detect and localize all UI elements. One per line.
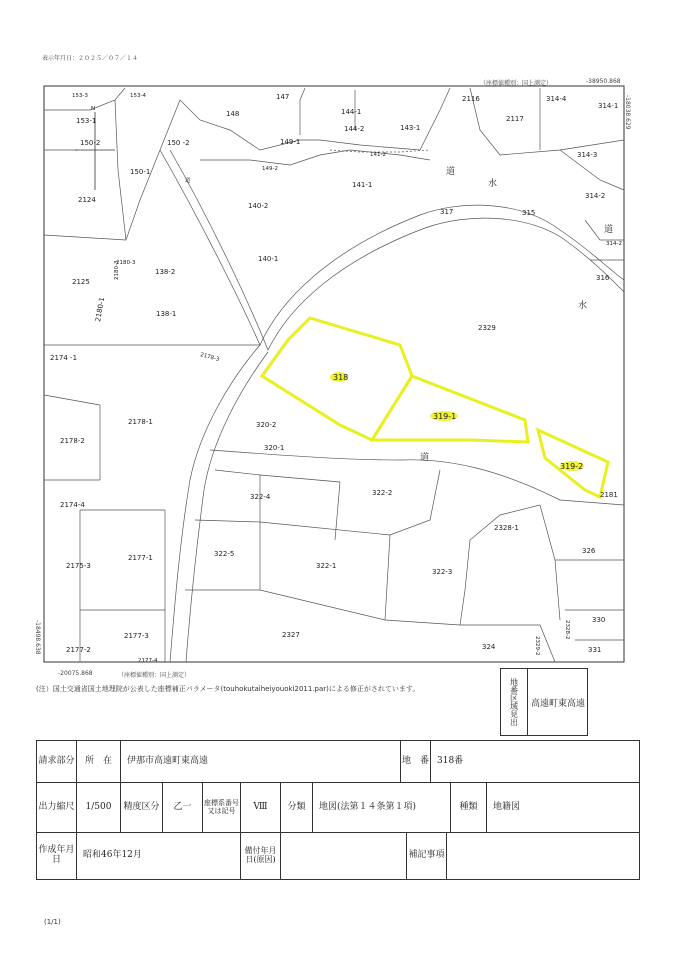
parcel-label: 147 (276, 93, 290, 101)
parcel-label: 150-2 (80, 139, 101, 147)
info-row-details (37, 783, 639, 833)
parcel-label: 2125 (72, 278, 90, 286)
parcel-label: 317 (440, 208, 454, 216)
coord-sys-value: Ⅷ (241, 783, 281, 832)
parcel-label: 153-1 (76, 117, 97, 125)
coord-bottom-left: -20075.868 (58, 670, 93, 677)
precision-value: 乙一 (163, 783, 203, 832)
parcel-label: 314-2 (585, 192, 606, 200)
highlighted-lots (262, 318, 608, 497)
parcel-label: 314-4 (546, 95, 567, 103)
remarks-value (447, 833, 639, 879)
type-value: 地籍図 (493, 801, 521, 812)
district-value: 高遠町東高遠 (530, 698, 585, 709)
parcel-label: 322-3 (432, 568, 453, 576)
created-value: 昭和46年12月 (77, 833, 241, 879)
location-label: 所 在 (77, 741, 121, 782)
location-value: 伊那市高遠町東高遠 (121, 741, 401, 782)
parcel-label: 2328-1 (494, 524, 519, 532)
request-label: 請求部分 (37, 741, 77, 782)
water-label: 水 (578, 301, 588, 311)
lot-value: 318番 (437, 755, 464, 766)
parcel-label: 2329 (478, 324, 496, 332)
remarks-label: 補記事項 (407, 833, 447, 879)
parcel-label: 143-1 (400, 124, 421, 132)
parcel-label-319-1: 319-1 (433, 412, 457, 421)
parcel-label: 2174-4 (60, 501, 85, 509)
parcel-label: 322-5 (214, 550, 235, 558)
parcel-label: 324 (482, 643, 496, 651)
coord-sys-label: 座標系番号又は記号 (203, 783, 241, 832)
parcel-label: 2180-3 (116, 260, 136, 266)
coord-top-right: -38950.868 (586, 78, 621, 85)
water-label: 水 (488, 179, 498, 189)
parcel-label: 316 (596, 274, 610, 282)
road-label: 道 (604, 225, 614, 235)
parcel-label: 2175-3 (66, 562, 91, 570)
parcel-label-319-2: 319-2 (560, 462, 584, 471)
parcel-label: 144-2 (344, 125, 365, 133)
scale-value: 1/500 (77, 783, 121, 832)
parcel-label: 2178-2 (60, 437, 85, 445)
parcel-label: 2124 (78, 196, 96, 204)
parcel-label: 2180-3 (114, 260, 120, 280)
parcel-label: 150 -2 (167, 139, 190, 147)
coord-system-top: （座標値種別：国上測定） (480, 80, 553, 87)
parcel-label: 140-2 (248, 202, 269, 210)
parcel-labels (50, 93, 622, 664)
parcel-label: 314-2 (606, 241, 622, 247)
north-label: N (91, 106, 96, 112)
type-label: 種類 (451, 783, 487, 832)
parcel-label: 2328-2 (564, 620, 570, 640)
page-number: (1/1) (44, 918, 61, 926)
parcel-label: 326 (582, 547, 596, 555)
parcel-label: 2177-4 (138, 658, 158, 664)
parcel-label: 2177-3 (124, 632, 149, 640)
parcel-label: 149-1 (280, 138, 301, 146)
parcel-label: 322-2 (372, 489, 393, 497)
created-label: 作成年月日 (37, 833, 77, 879)
info-row-request (37, 741, 639, 783)
parcel-label: 138-1 (156, 310, 177, 318)
precision-label: 精度区分 (121, 783, 163, 832)
road-label: 道 (185, 178, 191, 184)
parcel-label: 314-1 (598, 102, 619, 110)
parcel-label: 2327 (282, 631, 300, 639)
parcel-label: 144-1 (341, 108, 362, 116)
parcel-label: 2177-2 (66, 646, 91, 654)
parcel-label: 330 (592, 616, 606, 624)
parcel-label: 2181 (600, 491, 618, 499)
parcel-label: 141-1 (352, 181, 373, 189)
info-table (36, 740, 640, 880)
parcel-label: 149-2 (262, 166, 278, 172)
parcel-label: 322-1 (316, 562, 337, 570)
lot-label: 地 番 (401, 741, 431, 782)
parcel-label: 2329-2 (534, 636, 540, 656)
road-label: 道 (446, 167, 456, 177)
parcel-label: 141-2 (370, 152, 386, 158)
parcel-label: 2180-1 (94, 296, 107, 323)
district-label: 地番区域見出 (501, 669, 528, 735)
parcel-label: 322-4 (250, 493, 271, 501)
parcel-label: 2174 -1 (50, 354, 78, 362)
parcel-label: 320-2 (256, 421, 277, 429)
parcel-label: 314-3 (577, 151, 598, 159)
road-label: 道 (420, 453, 430, 463)
classification-label: 分類 (281, 783, 313, 832)
classification-value: 地図(法第１４条第１項) (313, 783, 451, 832)
scale-label: 出力縮尺 (37, 783, 77, 832)
district-box (500, 668, 588, 736)
print-date: 表示年月日：２０２５／０７／１４ (42, 55, 139, 62)
parcel-label: 315 (522, 209, 536, 217)
parcel-label: 153-4 (130, 93, 146, 99)
parcel-label: 148 (226, 110, 240, 118)
parcel-label: 2116 (462, 95, 480, 103)
parcel-label: 331 (588, 646, 602, 654)
parcel-label: 2177-1 (128, 554, 153, 562)
parcel-label: 153-3 (72, 93, 88, 99)
parcel-label: 320-1 (264, 444, 285, 452)
correction-note: (注）国土交通省国土地理院が公表した座標補正パラメータ(touhokutaiheiyouoki2011.par)による修正がされています。 (36, 685, 420, 693)
parcel-label: 2178-1 (128, 418, 153, 426)
parcel-label: 2117 (506, 115, 524, 123)
prepared-value (281, 833, 407, 879)
coord-system-bottom: （座標値種別：国上測定） (118, 672, 191, 679)
parcel-label: 2178-3 (199, 352, 220, 363)
parcel-label: 138-2 (155, 268, 176, 276)
parcel-label: 140-1 (258, 255, 279, 263)
info-row-dates (37, 833, 639, 879)
coord-left-vertical: -18498.638 (34, 620, 41, 655)
parcel-label-318: 318 (333, 373, 349, 382)
parcel-label: 150-1 (130, 168, 151, 176)
coord-right-vertical: -18038.629 (624, 95, 631, 130)
prepared-label: 備付年月日(原因) (241, 833, 281, 879)
